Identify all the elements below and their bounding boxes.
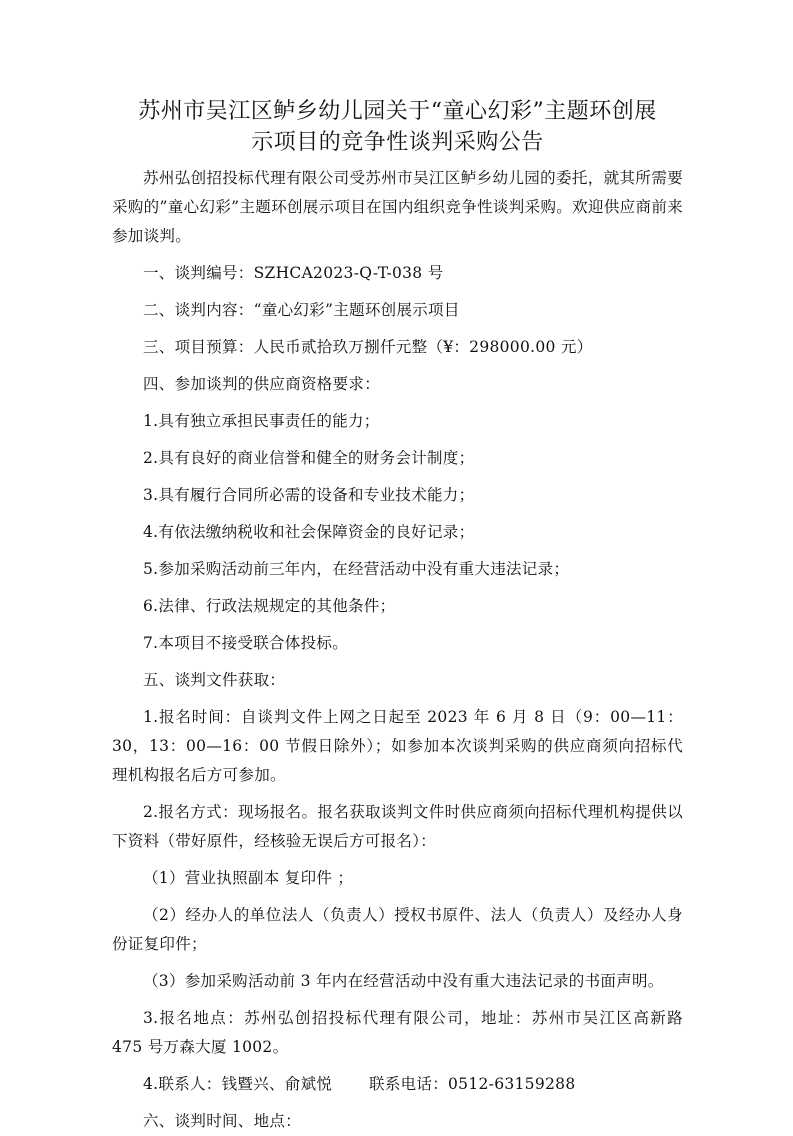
title-line-1: 苏州市吴江区鲈乡幼儿园关于“童心幻彩”主题环创展 <box>138 99 657 124</box>
negotiation-content: 二、谈判内容：“童心幻彩”主题环创展示项目 <box>143 301 460 319</box>
negotiation-time-location-heading: 六、谈判时间、地点： <box>143 1112 302 1130</box>
required-document-3: （3）参加采购活动前 3 年内在经营活动中没有重大违法记录的书面声明。 <box>143 972 664 990</box>
intro-paragraph: 苏州弘创招投标代理有限公司受苏州市吴江区鲈乡幼儿园的委托，就其所需要采购的”童心幻彩”主题环创展示项目在国内组织竞争性谈判采购。欢迎供应商前来参加谈判。 <box>112 169 683 245</box>
negotiation-number: 一、谈判编号：SZHCA2023-Q-T-038 号 <box>143 264 444 282</box>
document-acquisition-heading: 五、谈判文件获取： <box>143 671 286 689</box>
qualification-heading: 四、参加谈判的供应商资格要求： <box>143 375 381 393</box>
required-document-1: （1）营业执照副本 复印件 ； <box>143 869 354 887</box>
qualification-item-7: 7.本项目不接受联合体投标。 <box>143 634 348 652</box>
qualification-item-1: 1.具有独立承担民事责任的能力； <box>143 412 380 430</box>
qualification-item-6: 6.法律、行政法规规定的其他条件； <box>143 597 396 615</box>
qualification-item-5: 5.参加采购活动前三年内，在经营活动中没有重大违法记录； <box>143 560 570 578</box>
contact-info: 4.联系人：钱暨兴、俞斌悦 联系电话：0512-63159288 <box>143 1075 576 1093</box>
registration-time: 1.报名时间：自谈判文件上网之日起至 2023 年 6 月 8 日（9：00—11：30，13：00—16：00 节假日除外）；如参加本次谈判采购的供应商须向招标代理机构报名后方可参加。 <box>112 708 683 784</box>
qualification-item-2: 2.具有良好的商业信誉和健全的财务会计制度； <box>143 449 475 467</box>
registration-method: 2.报名方式：现场报名。报名获取谈判文件时供应商须向招标代理机构提供以下资料（带好原件，经核验无误后方可报名）： <box>112 803 683 850</box>
qualification-item-3: 3.具有履行合同所必需的设备和专业技术能力； <box>143 486 475 504</box>
project-budget: 三、项目预算：人民币贰拾玖万捌仟元整（¥：298000.00 元） <box>143 338 593 356</box>
qualification-item-4: 4.有依法缴纳税收和社会保障资金的良好记录； <box>143 523 475 541</box>
registration-location: 3.报名地点：苏州弘创招投标代理有限公司，地址：苏州市吴江区高新路 475 号万森大厦 1002。 <box>112 1009 683 1056</box>
title-line-2: 示项目的竞争性谈判采购公告 <box>251 130 544 155</box>
document-title <box>112 96 683 158</box>
required-document-2: （2）经办人的单位法人（负责人）授权书原件、法人（负责人）及经办人身份证复印件； <box>112 906 683 953</box>
